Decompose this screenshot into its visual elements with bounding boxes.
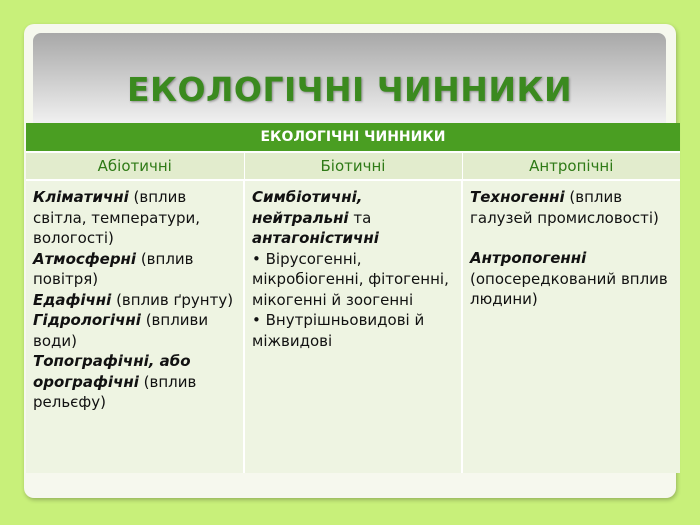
abiotic-climatic <box>33 187 237 249</box>
anthropogenic-desc: (опосередкований вплив людини) <box>470 269 668 308</box>
biotic-conj: та <box>348 208 372 227</box>
anthropic-technogenic <box>470 187 674 228</box>
cell-abiotic <box>26 180 244 473</box>
anthropogenic-term: Антропогенні <box>470 249 587 267</box>
atmospheric-term: Атмосферні <box>33 249 137 268</box>
technogenic-desc: (вплив галузей промисловості) <box>470 188 659 227</box>
abiotic-hydrological <box>33 310 237 351</box>
abiotic-atmospheric <box>33 249 237 290</box>
column-header-anthropic: Антропічні <box>462 152 680 180</box>
atmospheric-desc: (вплив повітря) <box>33 249 194 288</box>
spacer <box>470 228 674 248</box>
factors-table <box>26 123 680 473</box>
climatic-term: Кліматичні <box>33 188 129 206</box>
edaphic-desc: (вплив ґрунту) <box>111 290 234 309</box>
slide-title: ЕКОЛОГІЧНІ ЧИННИКИ <box>126 70 573 109</box>
biotic-bullet-species: • Внутрішньовидові й міжвидові <box>252 311 425 350</box>
hydrological-term: Гідрологічні <box>33 311 141 329</box>
topographic-desc: (вплив рельєфу) <box>33 372 197 411</box>
abiotic-topographic <box>33 351 237 413</box>
biotic-term-symbiotic: Симбіотичні, нейтральні <box>252 188 363 227</box>
cell-anthropic <box>462 180 680 473</box>
hydrological-desc: (впливи води) <box>33 311 209 350</box>
topographic-term: Топографічні, або орографічні <box>33 352 191 391</box>
biotic-term-antagonistic: антагоністичні <box>252 229 379 247</box>
table-header: ЕКОЛОГІЧНІ ЧИННИКИ <box>26 123 680 152</box>
biotic-types <box>252 187 455 249</box>
cell-biotic <box>244 180 462 473</box>
biotic-bullet-origin: • Вірусогенні, мікробіогенні, фітогенні, мікогенні й зоогенні <box>252 249 449 309</box>
climatic-desc: (вплив світла, температури, вологості) <box>33 188 200 247</box>
edaphic-term: Едафічні <box>33 290 112 309</box>
column-header-biotic: Біотичні <box>244 152 462 180</box>
column-header-abiotic: Абіотичні <box>26 152 244 180</box>
technogenic-term: Техногенні <box>470 188 565 206</box>
anthropic-anthropogenic <box>470 248 674 310</box>
abiotic-edaphic <box>33 290 237 311</box>
